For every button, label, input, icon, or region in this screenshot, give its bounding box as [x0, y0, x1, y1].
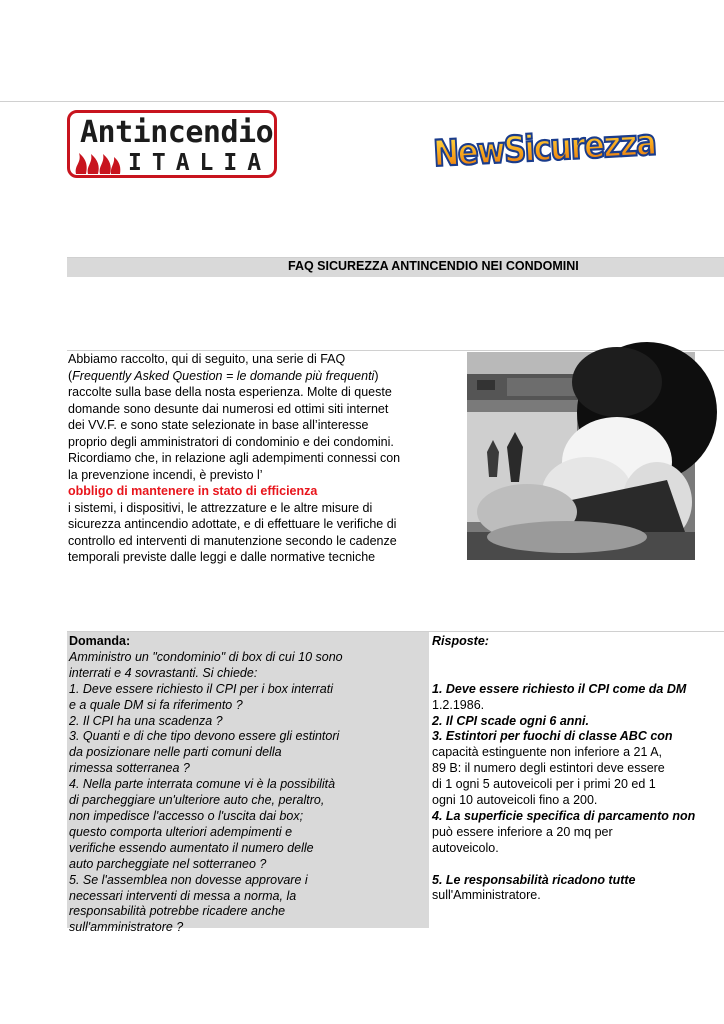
question-line: necessari interventi di messa a norma, la [69, 888, 297, 903]
question-line: e a quale DM si fa riferimento ? [69, 697, 243, 712]
intro-start: Abbiamo raccolto, qui di seguito, una serie di FAQ [68, 352, 346, 366]
logo-line2: ITALIA [128, 150, 272, 176]
question-line: sull'amministratore ? [69, 920, 184, 935]
intro-paragraph [68, 351, 408, 566]
question-line: interrati e 4 sovrastanti. Si chiede: [69, 665, 258, 680]
question-line: responsabilità potrebbe ricadere anche [69, 904, 286, 919]
answer-3-heading: 3. Estintori per fuochi di classe ABC con [432, 729, 673, 744]
intro-highlight: obbligo di mantenere in stato di efficienza [68, 484, 318, 498]
question-line: di parcheggiare un'ulteriore auto che, peraltro, [69, 793, 325, 808]
newsicurezza-text: NewSicurezza [432, 120, 692, 175]
answer-2-heading: 2. Il CPI scade ogni 6 anni. [432, 713, 589, 728]
question-line: verifiche essendo aumentato il numero delle [69, 840, 314, 855]
answer-heading: Risposte: [432, 634, 489, 648]
answer-4-line: può essere inferiore a 20 mq per [432, 824, 613, 839]
newsicurezza-logo [430, 104, 692, 179]
answer-5-text: sull'Amministratore. [432, 888, 541, 903]
top-rule [0, 101, 724, 102]
answer-3-line: ogni 10 autoveicoli fino a 200. [432, 793, 598, 808]
antincendio-italia-logo [67, 110, 277, 178]
answer-4-heading: 4. La superficie specifica di parcamento non [432, 808, 696, 823]
answer-3-line: 89 B: il numero degli estintori deve essere [432, 761, 665, 776]
answer-3-line: capacità estinguente non inferiore a 21 A, [432, 745, 663, 760]
page-title: FAQ SICUREZZA ANTINCENDIO NEI CONDOMINI [288, 259, 579, 273]
answer-5-heading: 5. Le responsabilità ricadono tutte [432, 872, 636, 887]
logo-line1: Antincendio [80, 115, 274, 150]
question-line: da posizionare nelle parti comuni della [69, 745, 282, 760]
question-block [69, 634, 419, 936]
intro-paren: ( [68, 368, 73, 383]
question-line: questo comporta ulteriori adempimenti e [69, 824, 293, 839]
answer-3-line: di 1 ogni 5 autoveicoli per i primi 20 ed 1 [432, 777, 656, 792]
question-heading: Domanda: [69, 634, 131, 648]
answer-1-heading: 1. Deve essere richiesto il CPI come da DM [432, 681, 687, 696]
fire-photo [467, 352, 695, 560]
answer-4-line: autoveicolo. [432, 840, 499, 855]
question-line: 2. Il CPI ha una scadenza ? [69, 713, 223, 728]
question-line: 3. Quanti e di che tipo devono essere gli estintori [69, 729, 340, 744]
question-line: non impedisce l'accesso o l'uscita dai box; [69, 808, 304, 823]
question-line: rimessa sotterranea ? [69, 761, 190, 776]
question-line: Amministro un "condominio" di box di cui 10 sono [69, 649, 343, 664]
question-line: auto parcheggiate nel sotterraneo ? [69, 856, 267, 871]
intro-italic: Frequently Asked Question = le domande più frequenti [72, 368, 375, 383]
question-line: 4. Nella parte interrata comune vi è la possibilità [69, 777, 336, 792]
answer-1-text: 1.2.1986. [432, 697, 485, 712]
flames-icon [74, 149, 122, 175]
intro-rest: i sistemi, i dispositivi, le attrezzature e le altre misure di sicurezza antincendio adottate, e di effettuare le verifiche di controllo ed interventi di manutenzione secondo le cadenze temporali previste dalle leggi e dalle normative tecniche [68, 500, 397, 564]
question-line: 1. Deve essere richiesto il CPI per i box interrati [69, 681, 333, 696]
question-line: 5. Se l'assemblea non dovesse approvare i [69, 872, 308, 887]
answer-block [432, 634, 724, 904]
intro-body: ) raccolte sulla base della nosta esperienza. Molte di queste domande sono desunte dai numerosi ed ottimi siti internet dei VV.F. e sono state selezionate in base all’interesse proprio degli amministratori di condominio e dei condomini. Ricordiamo che, in relazione agli adempimenti connessi con la prevenzione incendi, è previsto l’ [68, 368, 401, 482]
